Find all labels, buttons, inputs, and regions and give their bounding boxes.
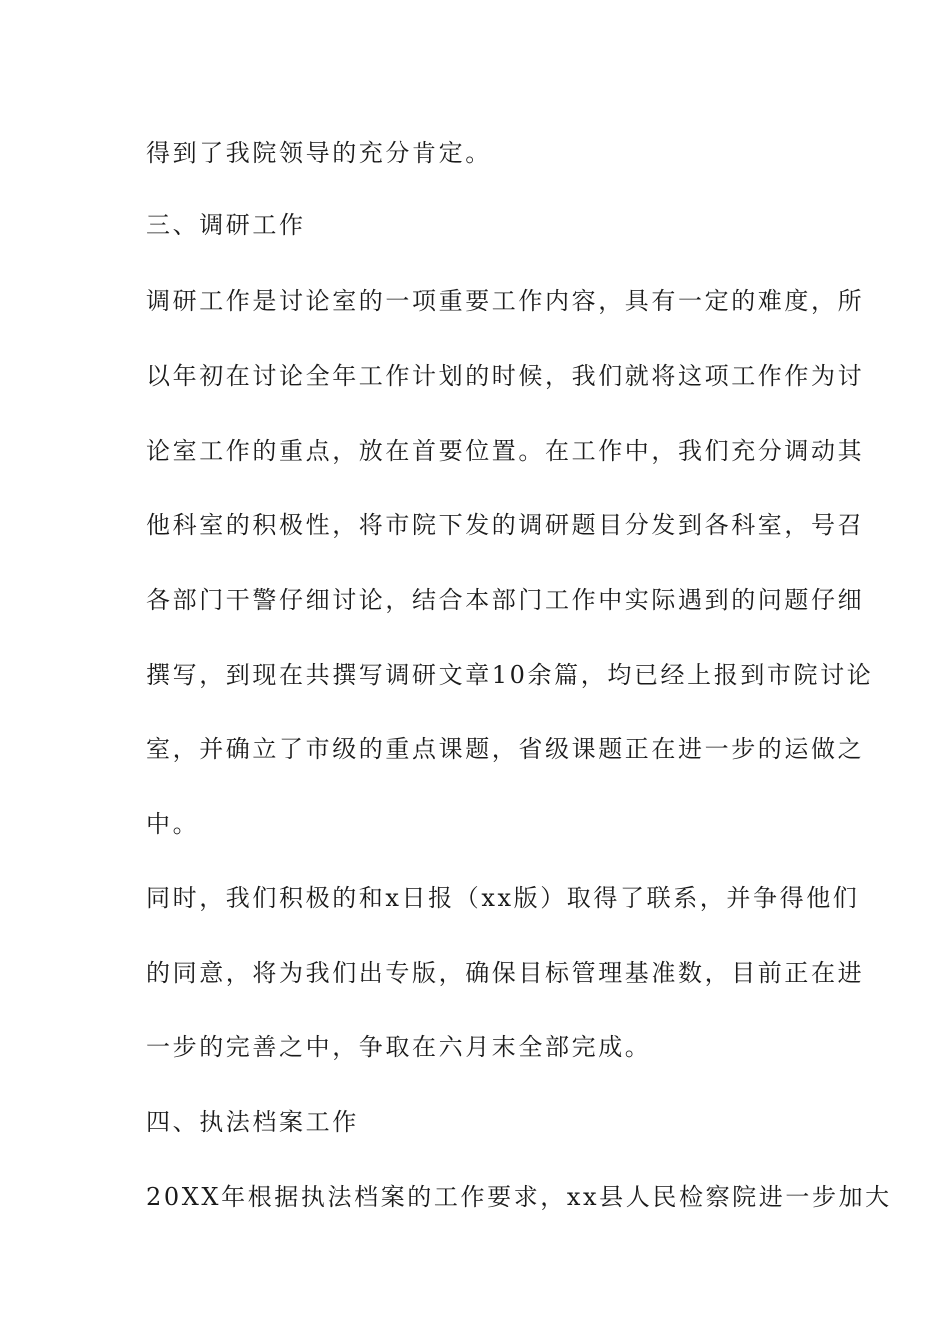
paragraph-line: 撰写，到现在共撰写调研文章10余篇，均已经上报到市院讨论 (146, 661, 874, 689)
section-heading-law-enforcement-archives: 四、执法档案工作 (146, 1108, 359, 1136)
paragraph-line: 他科室的积极性，将市院下发的调研题目分发到各科室，号召 (146, 511, 865, 539)
paragraph-line: 中。 (146, 810, 200, 838)
paragraph-line: 以年初在讨论全年工作计划的时候，我们就将这项工作作为讨 (146, 362, 865, 390)
paragraph-line: 的同意，将为我们出专版，确保目标管理基准数，目前正在进 (146, 959, 865, 987)
paragraph-line: 得到了我院领导的充分肯定。 (146, 139, 492, 167)
paragraph-line: 调研工作是讨论室的一项重要工作内容，具有一定的难度，所 (146, 287, 865, 315)
paragraph-line: 同时，我们积极的和x日报（xx版）取得了联系，并争得他们 (146, 884, 860, 912)
paragraph-line: 室，并确立了市级的重点课题，省级课题正在进一步的运做之 (146, 735, 865, 763)
paragraph-line: 各部门干警仔细讨论，结合本部门工作中实际遇到的问题仔细 (146, 586, 865, 614)
paragraph-line: 一步的完善之中，争取在六月末全部完成。 (146, 1033, 652, 1061)
paragraph-line: 20XX年根据执法档案的工作要求，xx县人民检察院进一步加大 (146, 1183, 892, 1211)
paragraph-line: 论室工作的重点，放在首要位置。在工作中，我们充分调动其 (146, 437, 865, 465)
section-heading-research: 三、调研工作 (146, 211, 306, 239)
